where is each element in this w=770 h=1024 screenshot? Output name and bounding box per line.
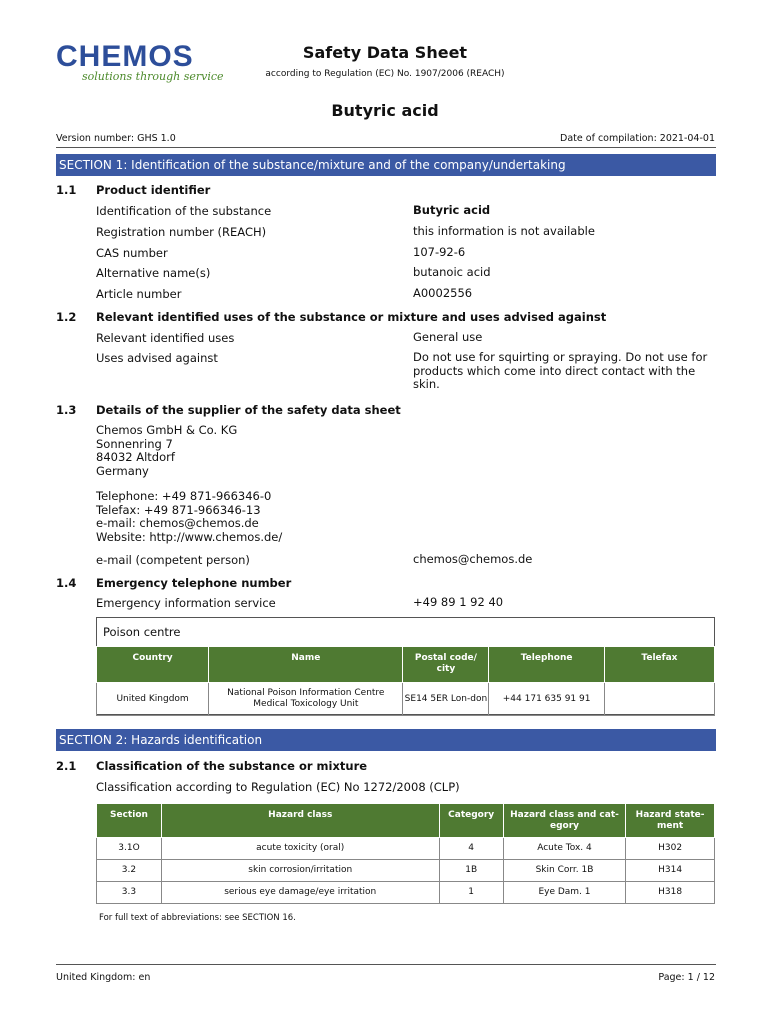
subsection-heading: Emergency telephone number [96,576,292,590]
column-header: Telephone [489,647,605,683]
table-cell: acute toxicity (oral) [161,838,439,860]
field-value: General use [413,330,483,344]
abbreviations-note: For full text of abbreviations: see SECTION 16. [99,913,296,923]
subsection-number: 2.1 [56,759,77,773]
hazard-classification-table [96,803,715,904]
subsection-heading: Relevant identified uses of the substance or mixture and uses advised against [96,310,607,324]
field-label: Uses advised against [96,351,218,365]
contact-line: Website: http://www.chemos.de/ [96,529,283,544]
compilation-date: Date of compilation: 2021-04-01 [560,133,715,144]
column-header: Hazard class [161,804,439,838]
table-header-row [97,804,715,838]
subsection-number: 1.3 [56,403,77,417]
footer-divider [56,964,716,965]
footer-language: United Kingdom: en [56,972,151,983]
table-row [97,882,715,904]
document-title: Safety Data Sheet [302,43,468,62]
table-cell: 1B [439,860,503,882]
address-line: Sonnenring 7 [96,436,173,451]
table-cell: skin corrosion/irritation [161,860,439,882]
column-header: Postal code/ city [403,647,489,683]
table-cell: H314 [626,860,715,882]
column-header: Name [209,647,403,683]
table-cell: +44 171 635 91 91 [489,683,605,716]
poison-centre-label: Poison centre [103,625,181,639]
table-cell: H318 [626,882,715,904]
field-value: chemos@chemos.de [413,552,533,566]
subsection-heading: Details of the supplier of the safety data sheet [96,403,401,417]
field-value: +49 89 1 92 40 [413,595,504,609]
field-value: butanoic acid [413,265,491,279]
field-label: CAS number [96,246,168,260]
table-cell: National Poison Information Centre Medical Toxicology Unit [209,683,403,716]
field-label: e-mail (competent person) [96,553,250,567]
logo-tagline: solutions through service [82,70,224,83]
subsection-number: 1.4 [56,576,77,590]
section-1-header: SECTION 1: Identification of the substance/mixture and of the company/undertaking [56,154,716,176]
field-label: Alternative name(s) [96,266,211,280]
table-cell: 3.3 [97,882,162,904]
column-header: Hazard state-ment [626,804,715,838]
table-cell [604,683,714,716]
table-cell: SE14 5ER Lon-don [403,683,489,716]
field-label: Emergency information service [96,596,276,610]
poison-centre-table [96,646,715,716]
table-cell: serious eye damage/eye irritation [161,882,439,904]
field-value: 107-92-6 [413,245,466,259]
table-cell: Skin Corr. 1B [503,860,625,882]
table-cell: 3.1O [97,838,162,860]
header-divider [56,147,716,148]
table-cell: 4 [439,838,503,860]
contact-line: Telefax: +49 871-966346-13 [96,502,261,517]
version-number: Version number: GHS 1.0 [56,133,176,144]
field-label: Identification of the substance [96,204,272,218]
subsection-number: 1.1 [56,183,77,197]
table-cell: Eye Dam. 1 [503,882,625,904]
table-row [97,860,715,882]
address-line: 84032 Altdorf [96,450,175,464]
field-value: Do not use for squirting or spraying. Do not use for products which come into direct contact with the skin. [413,350,708,391]
subsection-number: 1.2 [56,310,77,324]
page-number: Page: 1 / 12 [658,972,715,983]
substance-title: Butyric acid [331,101,439,120]
field-value: A0002556 [413,286,473,300]
field-label: Article number [96,287,182,301]
table-cell: H302 [626,838,715,860]
subsection-heading: Classification of the substance or mixture [96,759,368,773]
table-row [97,683,715,716]
field-label: Registration number (REACH) [96,225,267,239]
table-header-row [97,647,715,683]
table-cell: Acute Tox. 4 [503,838,625,860]
contact-line: e-mail: chemos@chemos.de [96,516,259,530]
column-header: Country [97,647,209,683]
address-line: Chemos GmbH & Co. KG [96,423,238,437]
column-header: Section [97,804,162,838]
column-header: Telefax [604,647,714,683]
clp-classification-label: Classification according to Regulation (EC) No 1272/2008 (CLP) [96,780,460,794]
subsection-heading: Product identifier [96,183,211,197]
document-subtitle: according to Regulation (EC) No. 1907/2006 (REACH) [265,69,505,79]
company-logo: CHEMOS [56,40,194,73]
field-label: Relevant identified uses [96,331,235,345]
supplier-contact [96,490,282,544]
section-2-header: SECTION 2: Hazards identification [56,729,716,751]
table-row [97,838,715,860]
contact-line: Telephone: +49 871-966346-0 [96,489,272,503]
table-cell: 3.2 [97,860,162,882]
column-header: Hazard class and cat-egory [503,804,625,838]
field-value: Butyric acid [413,203,491,217]
address-line: Germany [96,463,149,478]
table-cell: 1 [439,882,503,904]
field-value: this information is not available [413,224,595,238]
table-cell: United Kingdom [97,683,209,716]
column-header: Category [439,804,503,838]
supplier-address [96,424,237,478]
